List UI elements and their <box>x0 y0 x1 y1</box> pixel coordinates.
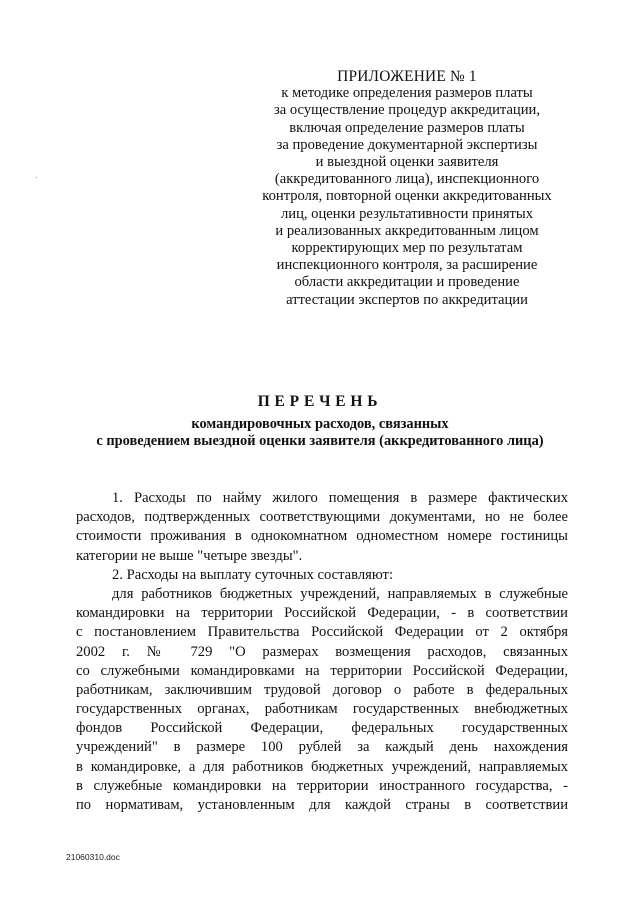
appendix-line: аттестации экспертов по аккредитации <box>286 291 528 308</box>
appendix-line: контроля, повторной оценки аккредитованных <box>262 188 552 205</box>
paragraph-3-line: учреждений" в размере 100 рублей за каждый день нахождения <box>76 739 568 756</box>
appendix-line: области аккредитации и проведение <box>294 274 520 291</box>
paragraph-3-line: в служебные командировки на территории иностранного государства, - <box>76 777 568 794</box>
document-body <box>76 489 568 815</box>
appendix-line: и выездной оценки заявителя <box>315 154 499 171</box>
paragraph-3-line: фондов Российской Федерации, федеральных государственных <box>76 720 568 737</box>
footer-filename: 21060310.doc <box>66 852 120 862</box>
paragraph-3-line: 2002 г. № 729 "О размерах возмещения расходов, связанных <box>76 643 568 660</box>
appendix-header <box>262 68 552 309</box>
appendix-line: за осуществление процедур аккредитации, <box>273 102 541 119</box>
paragraph-1-line: расходов, подтвержденных соответствующими документами, но не более <box>76 509 568 526</box>
document-title: ПЕРЕЧЕНЬ <box>257 393 383 410</box>
paragraph-1-line: категории не выше "четыре звезды". <box>76 547 303 564</box>
appendix-line: включая определение размеров платы <box>289 119 525 136</box>
paragraph-3-line: государственных органах, работникам государственных внебюджетных <box>76 701 568 718</box>
paragraph-3-line: работникам, заключившим трудовой договор о работе в федеральных <box>76 681 568 698</box>
appendix-heading: ПРИЛОЖЕНИЕ № 1 <box>337 68 477 85</box>
appendix-line: инспекционного контроля, за расширение <box>276 257 538 274</box>
appendix-line: лиц, оценки результативности принятых <box>280 205 534 222</box>
paragraph-3-line: с постановлением Правительства Российской Федерации от 2 октября <box>76 624 568 641</box>
appendix-line: (аккредитованного лица), инспекционного <box>274 171 540 188</box>
document-subtitle <box>0 416 640 450</box>
subtitle-line: с проведением выездной оценки заявителя (аккредитованного лица) <box>96 433 544 449</box>
paragraph-3-line: в командировке, а для работников бюджетных учреждений, направляемых <box>76 758 568 775</box>
appendix-line: к методике определения размеров платы <box>281 85 533 102</box>
appendix-line: за проведение документарной экспертизы <box>276 136 538 153</box>
appendix-line: корректирующих мер по результатам <box>291 240 523 257</box>
paragraph-2-line: 2. Расходы на выплату суточных составляют: <box>112 566 393 583</box>
paragraph-1-line: 1. Расходы по найму жилого помещения в размере фактических <box>112 490 568 506</box>
scan-speck <box>36 177 37 178</box>
paragraph-3-line: по нормативам, установленным для каждой страны в соответствии <box>76 797 568 813</box>
paragraph-3-line: для работников бюджетных учреждений, направляемых в служебные <box>112 585 568 602</box>
appendix-line: и реализованных аккредитованным лицом <box>275 222 539 239</box>
paragraph-1-line: стоимости проживания в однокомнатном одноместном номере гостиницы <box>76 528 568 545</box>
paragraph-3-line: со служебными командировками на территории Российской Федерации, <box>76 662 568 679</box>
paragraph-3-line: командировки на территории Российской Федерации, - в соответствии <box>76 605 568 622</box>
subtitle-line: командировочных расходов, связанных <box>191 416 449 432</box>
